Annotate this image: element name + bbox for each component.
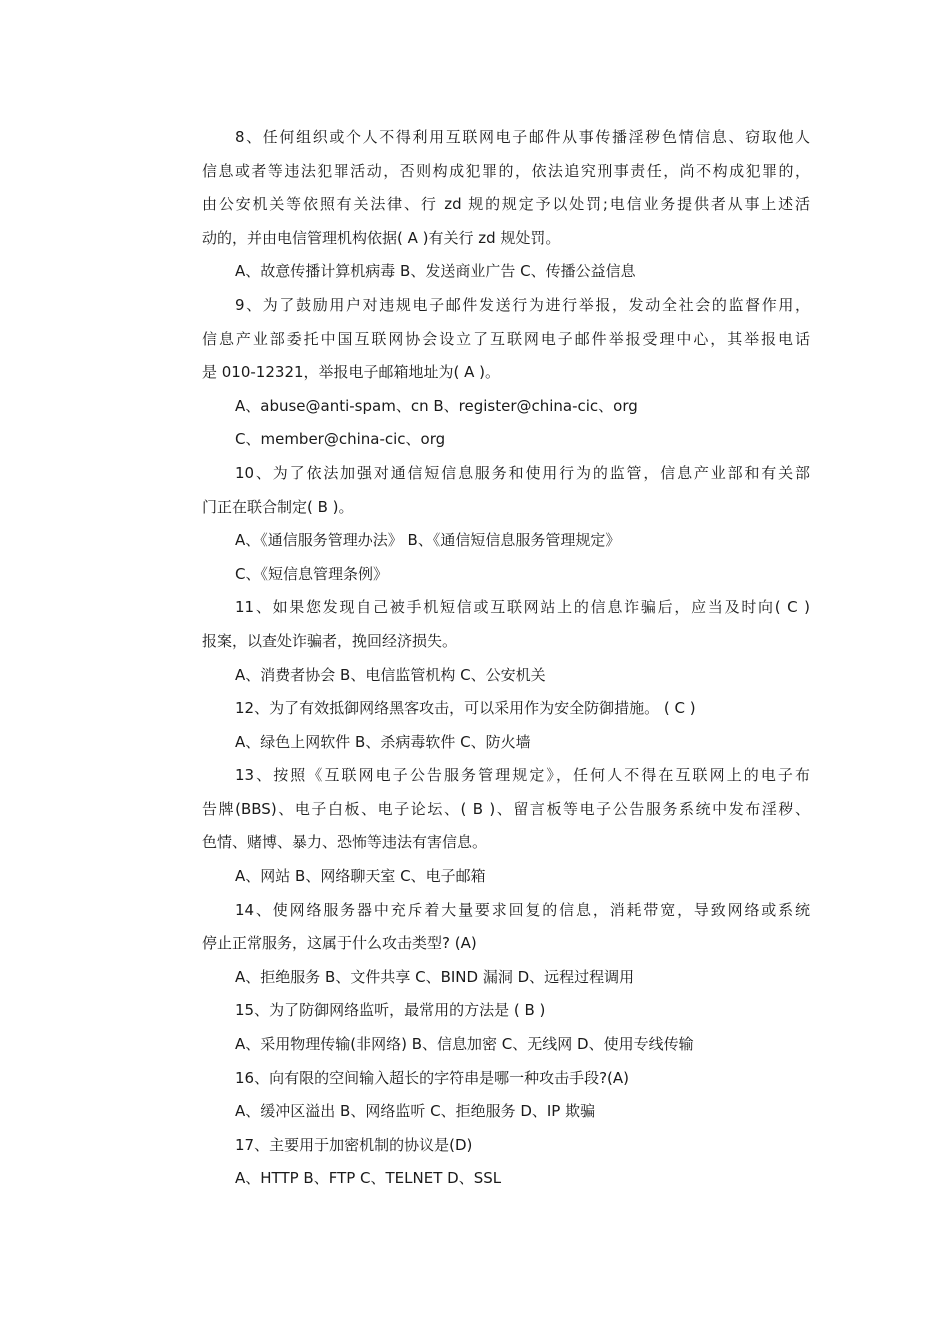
text-line: 停止正常服务，这属于什么攻击类型? (A) xyxy=(202,934,477,953)
text-line: 13、按照《互联网电子公告服务管理规定》，任何人不得在互联网上的电子布 xyxy=(235,766,810,785)
text-line: A、拒绝服务 B、文件共享 C、BIND 漏洞 D、远程过程调用 xyxy=(235,967,635,986)
text-line: 14、使网络服务器中充斥着大量要求回复的信息，消耗带宽，导致网络或系统 xyxy=(235,900,810,919)
text-line: 告牌(BBS)、电子白板、电子论坛、( B )、留言板等电子公告服务系统中发布淫秽、 xyxy=(202,799,810,818)
text-line: 10、为了依法加强对通信短信息服务和使用行为的监管，信息产业部和有关部 xyxy=(235,463,810,482)
text-line: A、缓冲区溢出 B、网络监听 C、拒绝服务 D、IP 欺骗 xyxy=(235,1102,596,1121)
text-line: 是 010-12321，举报电子邮箱地址为( A )。 xyxy=(202,363,501,382)
text-line: 由公安机关等依照有关法律、行 zd 规的规定予以处罚;电信业务提供者从事上述活 xyxy=(202,195,810,214)
text-line: A、HTTP B、FTP C、TELNET D、SSL xyxy=(235,1169,502,1188)
text-line: C、member@china-cic、org xyxy=(235,430,446,449)
text-line: 16、向有限的空间输入超长的字符串是哪一种攻击手段?(A) xyxy=(235,1068,630,1087)
text-line: 17、主要用于加密机制的协议是(D) xyxy=(235,1135,473,1154)
text-line: 8、任何组织或个人不得利用互联网电子邮件从事传播淫秽色情信息、窃取他人 xyxy=(235,128,810,146)
text-line: 信息或者等违法犯罪活动，否则构成犯罪的，依法追究刑事责任，尚不构成犯罪的， xyxy=(202,161,810,180)
text-line: A、故意传播计算机病毒 B、发送商业广告 C、传播公益信息 xyxy=(235,262,636,281)
text-line: 色情、赌博、暴力、恐怖等违法有害信息。 xyxy=(202,833,488,852)
text-line: C、《短信息管理条例》 xyxy=(235,564,388,583)
text-line: 9、为了鼓励用户对违规电子邮件发送行为进行举报，发动全社会的监督作用， xyxy=(235,295,810,314)
text-line: 12、为了有效抵御网络黑客攻击，可以采用作为安全防御措施。 ( C ) xyxy=(235,699,696,718)
text-line: 门正在联合制定( B )。 xyxy=(202,497,354,516)
text-line: 15、为了防御网络监听，最常用的方法是 ( B ) xyxy=(235,1001,546,1020)
text-line: A、绿色上网软件 B、杀病毒软件 C、防火墙 xyxy=(235,732,531,751)
text-line: A、采用物理传输(非网络) B、信息加密 C、无线网 D、使用专线传输 xyxy=(235,1035,694,1054)
text-line: A、消费者协会 B、电信监管机构 C、公安机关 xyxy=(235,665,546,684)
text-line: 报案，以查处诈骗者，挽回经济损失。 xyxy=(202,631,458,650)
text-line: 动的，并由电信管理机构依据( A )有关行 zd 规处罚。 xyxy=(202,228,561,247)
text-line: A、abuse@anti-spam、cn B、register@china-cic、org xyxy=(235,396,638,415)
text-line: A、《通信服务管理办法》 B、《通信短信息服务管理规定》 xyxy=(235,531,621,550)
text-line: 11、如果您发现自己被手机短信或互联网站上的信息诈骗后，应当及时向( C ) xyxy=(235,598,810,617)
text-line: A、网站 B、网络聊天室 C、电子邮箱 xyxy=(235,867,486,886)
text-line: 信息产业部委托中国互联网协会设立了互联网电子邮件举报受理中心，其举报电话 xyxy=(202,329,810,348)
document-body xyxy=(202,121,810,1196)
